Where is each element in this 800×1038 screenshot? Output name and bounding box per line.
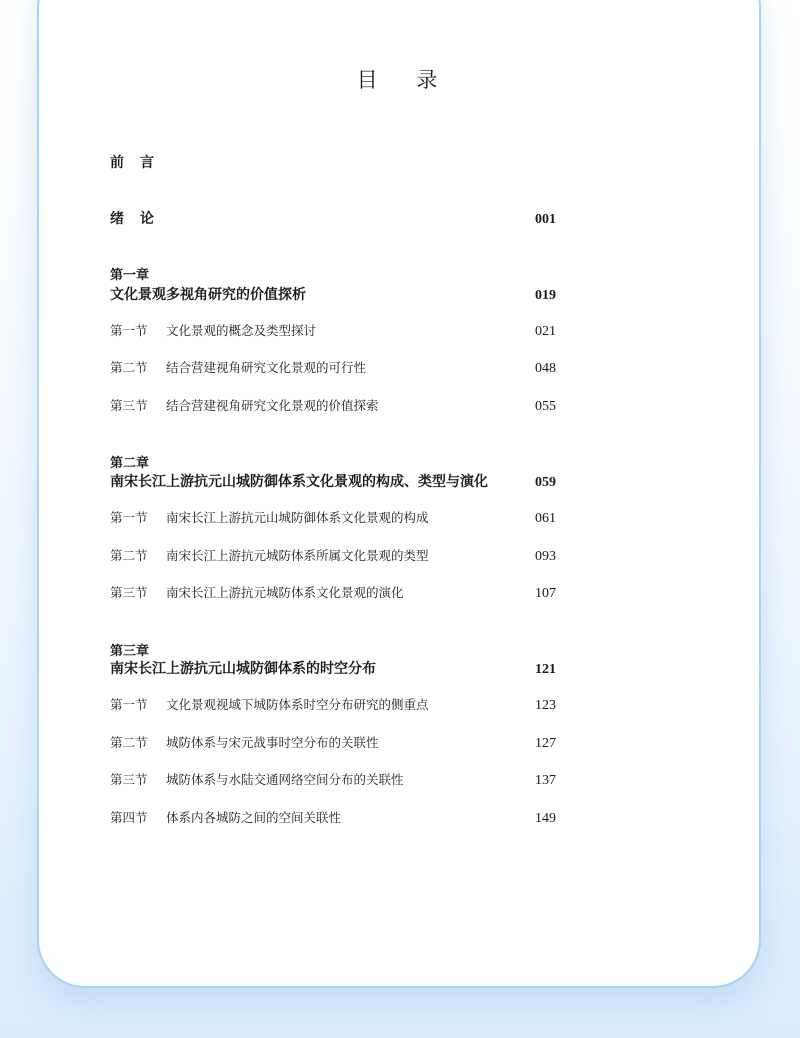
entry-page: 093 — [535, 549, 556, 564]
section-number: 第三节 — [110, 772, 148, 787]
section-title: 城防体系与水陆交通网络空间分布的关联性 — [166, 772, 404, 787]
toc-chapter[interactable] — [110, 658, 556, 678]
entry-page: 137 — [535, 773, 556, 788]
toc-chapter[interactable] — [110, 284, 556, 304]
entry-page: 123 — [535, 698, 556, 713]
section-title: 南宋长江上游抗元山城防御体系文化景观的构成 — [166, 510, 429, 525]
chapter-title: 文化景观多视角研究的价值探析 — [110, 287, 306, 303]
entry-page: 048 — [535, 361, 556, 376]
entry-page: 055 — [535, 399, 556, 414]
entry-title: 前言 — [110, 155, 170, 171]
section-number: 第三节 — [110, 398, 148, 413]
entry-page: 021 — [535, 324, 556, 339]
chapter-label: 第三章 — [110, 644, 150, 659]
toc-entry-preface[interactable] — [110, 152, 556, 172]
toc-section[interactable] — [110, 396, 556, 415]
section-number: 第二节 — [110, 360, 148, 375]
toc-title: 目 录 — [356, 68, 454, 92]
section-number: 第一节 — [110, 510, 148, 525]
entry-page: 149 — [535, 811, 556, 826]
section-title: 城防体系与宋元战事时空分布的关联性 — [166, 735, 379, 750]
section-title: 文化景观的概念及类型探讨 — [166, 323, 317, 338]
entry-page: 001 — [535, 212, 556, 227]
toc-section[interactable] — [110, 546, 556, 565]
section-title: 南宋长江上游抗元城防体系文化景观的演化 — [166, 585, 404, 600]
section-number: 第一节 — [110, 323, 148, 338]
entry-page: 127 — [535, 736, 556, 751]
toc-section[interactable] — [110, 733, 556, 752]
section-title: 文化景观视域下城防体系时空分布研究的侧重点 — [166, 697, 429, 712]
page-card — [37, 0, 761, 988]
entry-page: 121 — [535, 662, 556, 677]
chapter-title: 南宋长江上游抗元山城防御体系文化景观的构成、类型与演化 — [110, 474, 488, 490]
section-title: 结合营建视角研究文化景观的价值探索 — [166, 398, 379, 413]
toc-section[interactable] — [110, 583, 556, 602]
chapter-label: 第二章 — [110, 456, 150, 471]
entry-page: 059 — [535, 475, 556, 490]
section-number: 第一节 — [110, 697, 148, 712]
toc-section[interactable] — [110, 358, 556, 377]
toc-section[interactable] — [110, 808, 556, 827]
toc-section[interactable] — [110, 770, 556, 789]
toc-chapter[interactable] — [110, 471, 556, 491]
toc-entry-introduction[interactable] — [110, 208, 556, 228]
toc-section[interactable] — [110, 508, 556, 527]
section-number: 第二节 — [110, 735, 148, 750]
section-title: 结合营建视角研究文化景观的可行性 — [166, 360, 367, 375]
section-title: 南宋长江上游抗元城防体系所属文化景观的类型 — [166, 548, 429, 563]
entry-page: 061 — [535, 511, 556, 526]
section-number: 第二节 — [110, 548, 148, 563]
toc-section[interactable] — [110, 695, 556, 714]
chapter-label: 第一章 — [110, 268, 150, 283]
section-title: 体系内各城防之间的空间关联性 — [166, 810, 342, 825]
section-number: 第三节 — [110, 585, 148, 600]
entry-page: 107 — [535, 586, 556, 601]
entry-page: 019 — [535, 288, 556, 303]
chapter-title: 南宋长江上游抗元山城防御体系的时空分布 — [110, 661, 376, 677]
toc-section[interactable] — [110, 321, 556, 340]
section-number: 第四节 — [110, 810, 148, 825]
entry-title: 绪论 — [110, 211, 170, 227]
